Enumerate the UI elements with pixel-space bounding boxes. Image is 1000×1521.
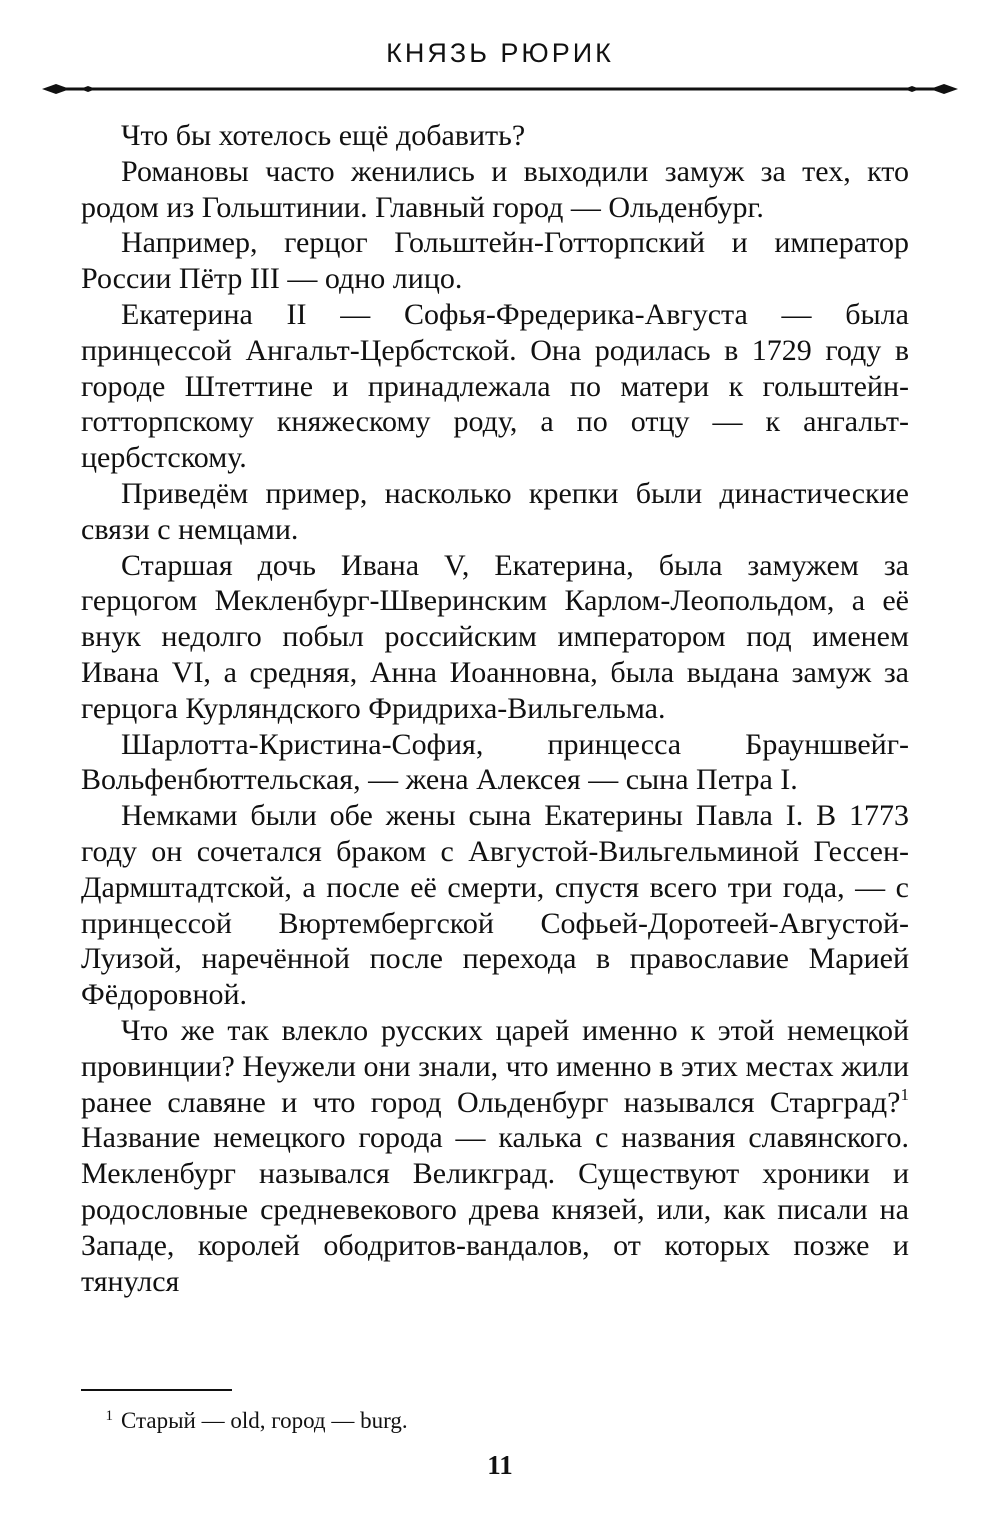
paragraph: Немками были обе жены сына Екатерины Павла I. В 1773 году он сочетался браком с Августой-Вильгельминой Гессен-Дармштадтской, а после её смерти, спустя всего три года, — с принцессой Вюртембергской Софьей-Доротеей-Августой-Луизой, наречённой после перехода в православие Марией Фёдоровной. xyxy=(81,799,909,1012)
paragraph: Шарлотта-Кристина-София, принцесса Брауншвейг-Вольфенбюттельская, — жена Алексея — сына Петра I. xyxy=(81,727,909,797)
body-text xyxy=(81,118,909,1299)
footnote-reference[interactable]: 1 xyxy=(900,1084,909,1104)
footnote xyxy=(81,1401,909,1436)
page-number: 11 xyxy=(487,1450,513,1480)
left-small-diamond xyxy=(80,86,96,92)
paragraph-with-footnote xyxy=(81,1013,909,1299)
footnote-text: Старый — old, город — burg. xyxy=(121,1408,408,1433)
running-head: КНЯЗЬ РЮРИК xyxy=(386,38,614,68)
paragraph: Старшая дочь Ивана V, Екатерина, была замужем за герцогом Мекленбург-Шверинским Карлом-Леопольдом, а её внук недолго побыл российским императором под именем Ивана VI, а средняя, Анна Иоанновна, была выдана замуж за герцога Курляндского Фридриха-Вильгельма. xyxy=(81,548,909,725)
ornamental-rule xyxy=(40,74,960,104)
paragraph: Екатерина II — Софья-Фредерика-Августа — была принцессой Ангальт-Цербстской. Она родилась в 1729 году в городе Штеттине и принадлежала по матери к гольштейн-готторпскому княжескому роду, а по отцу — к ангальт-цербстскому. xyxy=(81,297,909,475)
paragraph: Что бы хотелось ещё добавить? xyxy=(121,119,526,152)
right-diamond xyxy=(930,84,958,94)
paragraph: Приведём пример, насколько крепки были династические связи с немцами. xyxy=(81,476,909,546)
paragraph: Например, герцог Гольштейн-Готторпский и император России Пётр III — одно лицо. xyxy=(81,226,909,296)
footnote-mark: 1 xyxy=(105,1408,113,1424)
paragraph: Романовы часто женились и выходили замуж за тех, кто родом из Гольштинии. Главный город — Ольденбург. xyxy=(81,154,909,224)
paragraph-text-before-note: Что же так влекло русских царей именно к этой немецкой провинции? Неужели они знали, что именно в этих местах жили ранее славяне и что город Ольденбург назывался Старград? xyxy=(81,1013,909,1119)
paragraph-text-after-note: Название немецкого города — калька с названия славянского. Мекленбург назывался Великград. Существуют хроники и родословные средневекового древа князей, или, как писали на Западе, королей ободритов-вандалов, от которых позже и тянулся xyxy=(81,1121,909,1298)
footnote-separator xyxy=(81,1389,232,1391)
left-diamond xyxy=(42,84,70,94)
right-small-diamond xyxy=(904,86,920,92)
